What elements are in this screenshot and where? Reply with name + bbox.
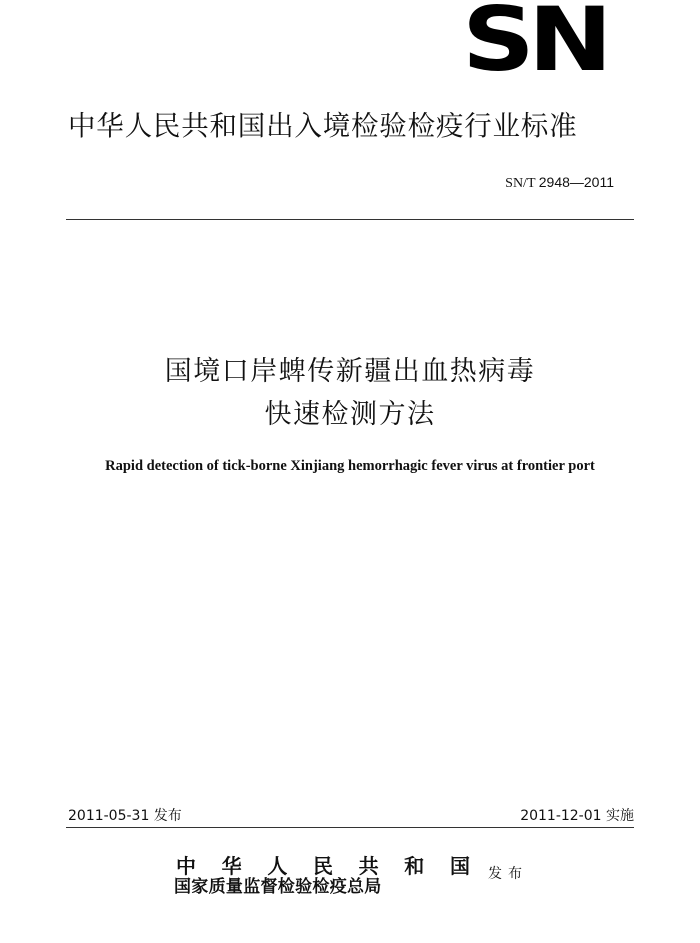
top-divider [66,219,634,220]
standard-code-prefix: SN/T [505,176,536,191]
issue-date: 2011-05-31 发布 [68,808,182,824]
publish-label: 发布 [488,866,528,882]
issuer-country [176,854,470,878]
sn-logo: SN [462,4,606,76]
bottom-divider [66,827,634,828]
implementation-date: 2011-12-01 实施 [520,808,634,824]
issuer-char: 民 [312,854,333,878]
standard-code [505,172,614,194]
issuer-char: 中 [176,854,196,878]
issuer-char: 和 [404,854,425,878]
document-title-line1: 国境口岸蜱传新疆出血热病毒 [164,356,536,387]
standard-type-heading: 中华人民共和国出入境检验检疫行业标准 [68,110,578,142]
issuer-char: 国 [449,854,470,878]
standard-code-number: 2948—2011 [538,174,614,190]
issuer-char: 华 [221,854,242,878]
issuer-agency: 国家质量监督检验检疫总局 [174,877,382,897]
issuer-char: 共 [358,854,379,878]
issuer-char: 人 [267,854,288,878]
document-title-english: Rapid detection of tick-borne Xinjiang hemorrhagic fever virus at frontier port [105,458,595,474]
document-title-line2: 快速检测方法 [264,399,436,430]
